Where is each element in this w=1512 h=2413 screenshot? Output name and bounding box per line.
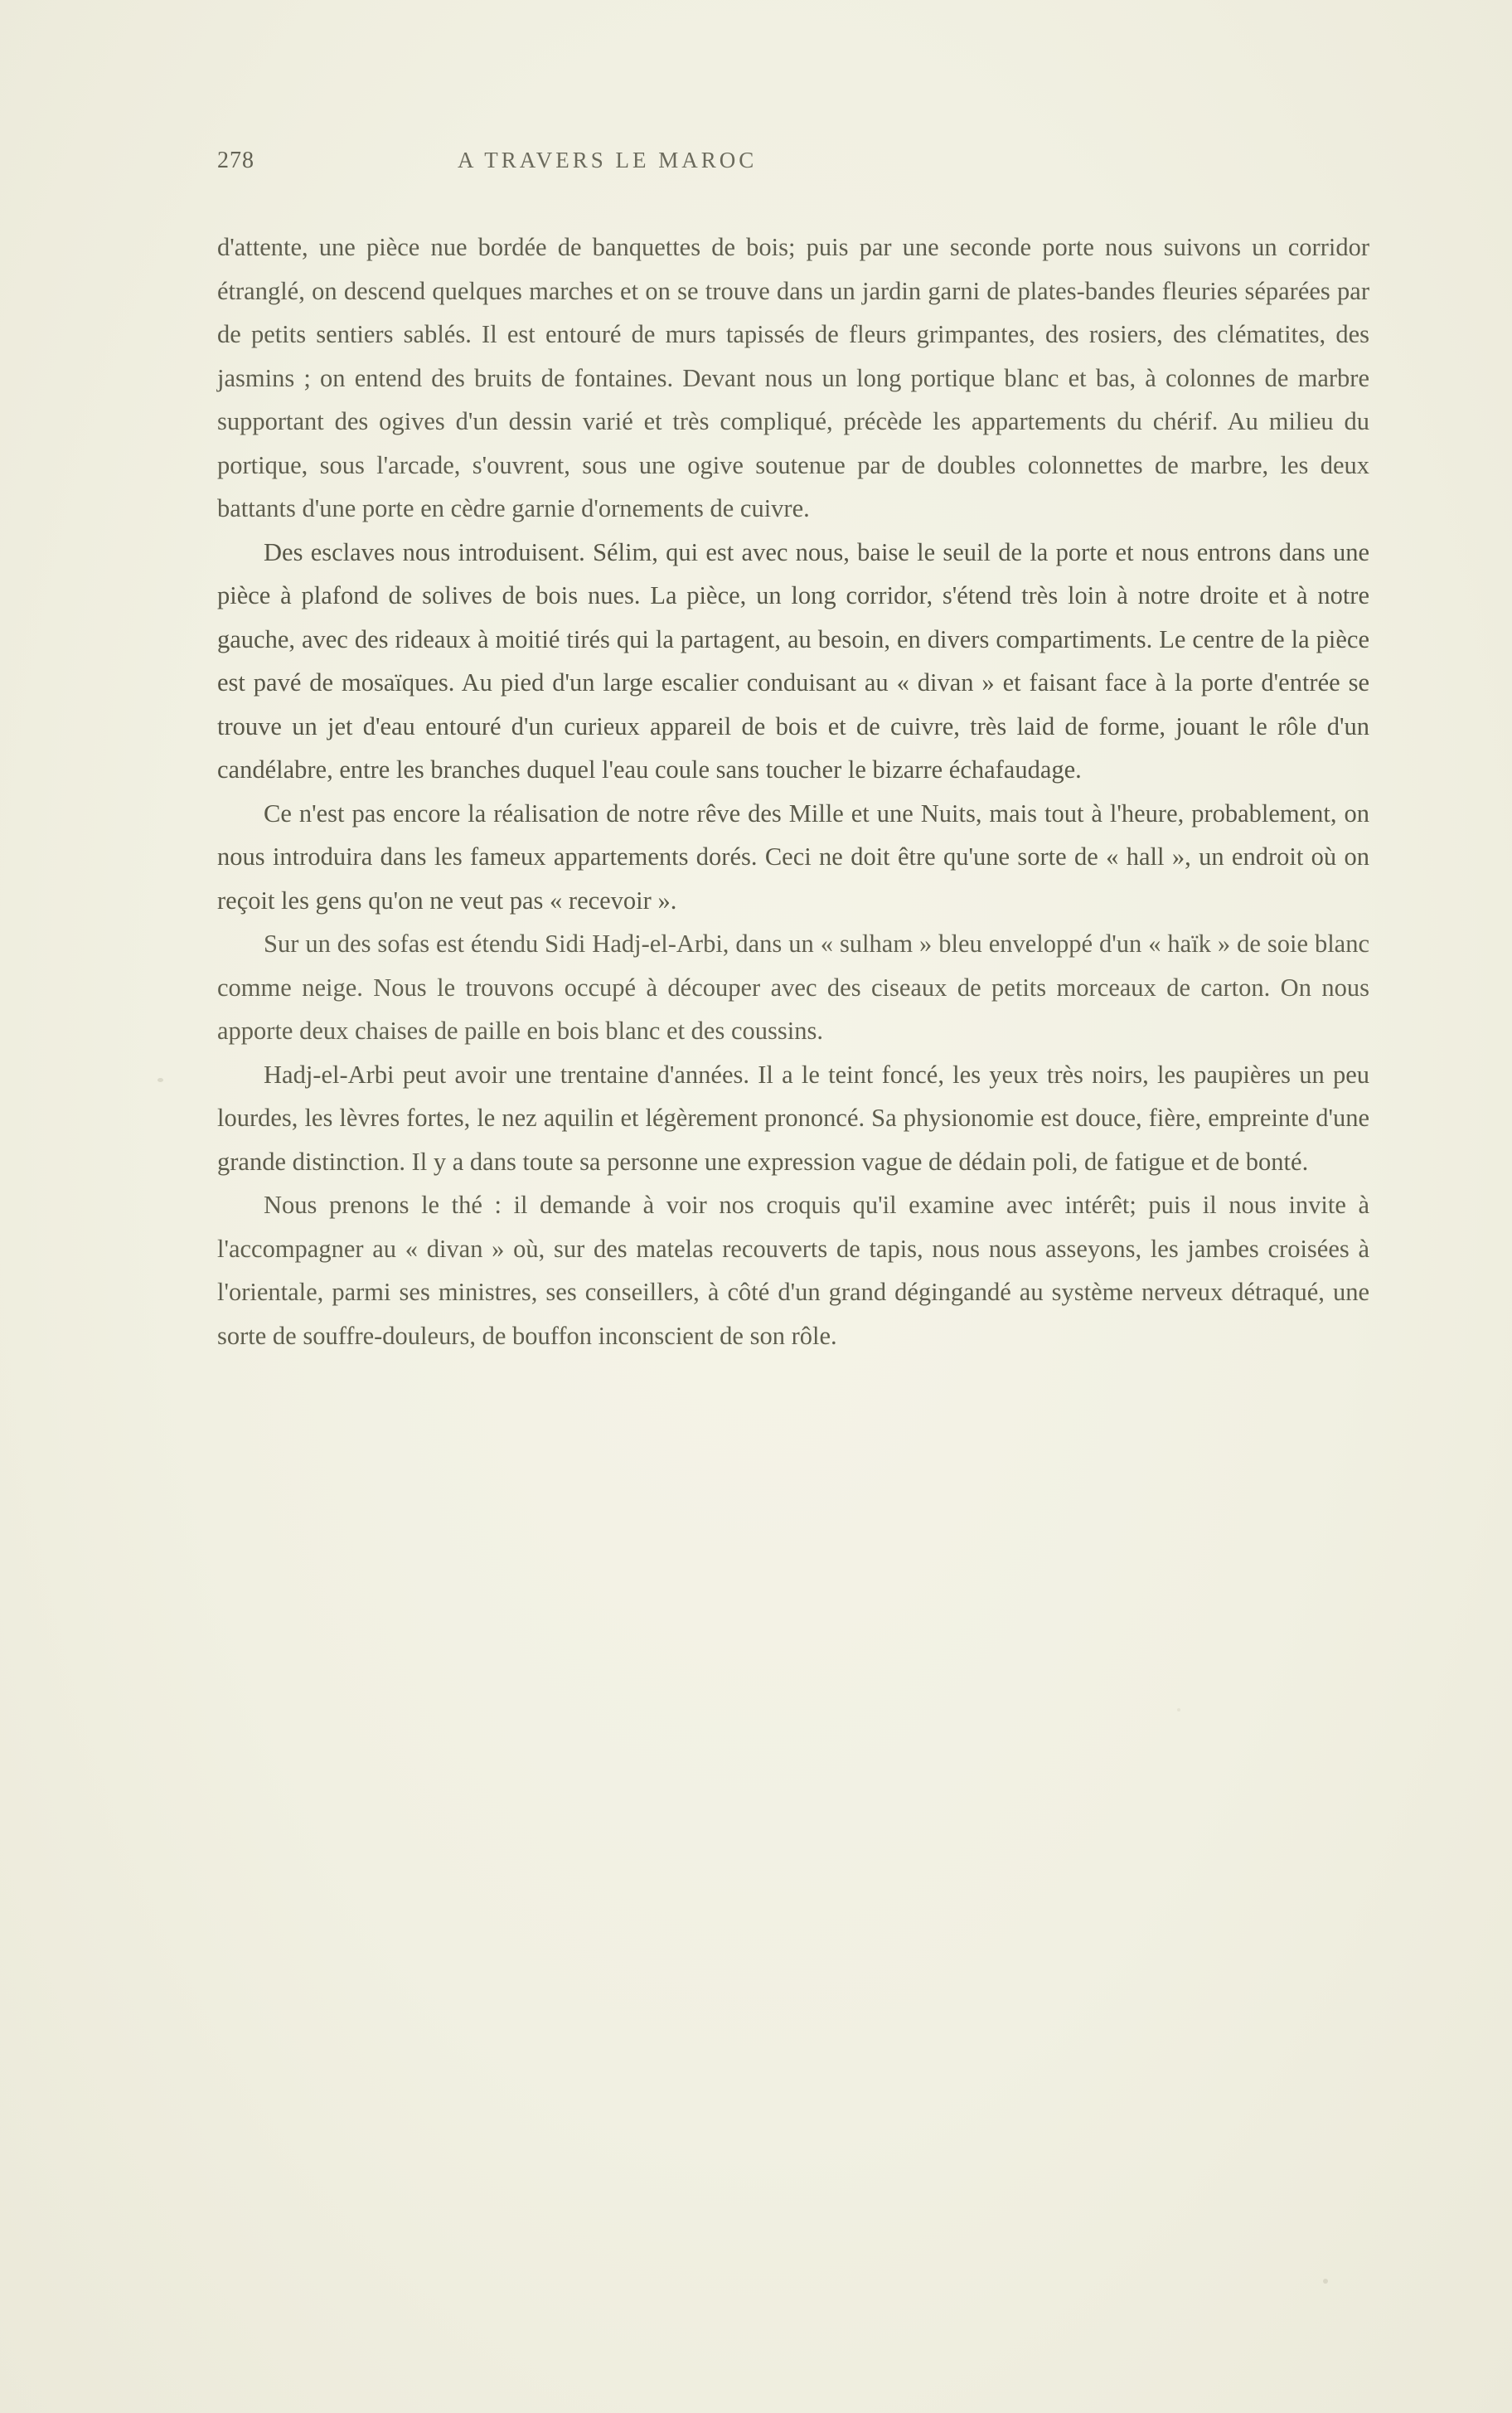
paragraph-2: Des esclaves nous introduisent. Sélim, qui est avec nous, baise le seuil de la porte et nous entrons dans une pièce à plafond de solives de bois nues. La pièce, un long corridor, s'étend très loin à notre droite et à notre gauche, avec des rideaux à moitié tirés qui la partagent, au besoin, en divers compartiments. Le centre de la pièce est pavé de mosaïques. Au pied d'un large escalier conduisant au « divan » et faisant face à la porte d'entrée se trouve un jet d'eau entouré d'un curieux appareil de bois et de cuivre, très laid de forme, jouant le rôle d'un candélabre, entre les branches duquel l'eau coule sans toucher le bizarre échafaudage. [217,537,1369,784]
page-header [217,148,1369,174]
paper-speck [158,1078,163,1082]
body-text [217,226,1369,1357]
paragraph-3: Ce n'est pas encore la réalisation de notre rêve des Mille et une Nuits, mais tout à l'heure, probablement, on nous introduira dans les fameux appartements dorés. Ceci ne doit être qu'une sorte de « hall », un endroit où on reçoit les gens qu'on ne veut pas « recevoir ». [217,799,1369,915]
paragraph-1: d'attente, une pièce nue bordée de banquettes de bois; puis par une seconde porte nous suivons un corridor étranglé, on descend quelques marches et on se trouve dans un jardin garni de plates-bandes fleuries séparées par de petits sentiers sablés. Il est entouré de murs tapissés de fleurs grimpantes, des rosiers, des clématites, des jasmins ; on entend des bruits de fontaines. Devant nous un long portique blanc et bas, à colonnes de marbre supportant des ogives d'un dessin varié et très compliqué, précède les appartements du chérif. Au milieu du portique, sous l'arcade, s'ouvrent, sous une ogive soutenue par de doubles colonnettes de marbre, les deux battants d'une porte en cèdre garnie d'ornements de cuivre. [217,233,1369,522]
running-title: A TRAVERS LE MAROC [458,148,758,172]
page-content [217,148,1369,1357]
paragraph-5: Hadj-el-Arbi peut avoir une trentaine d'années. Il a le teint foncé, les yeux très noirs, les paupières un peu lourdes, les lèvres fortes, le nez aquilin et légèrement prononcé. Sa physionomie est douce, fière, empreinte d'une grande distinction. Il y a dans toute sa personne une expression vague de dédain poli, de fatigue et de bonté. [217,1060,1369,1176]
paragraph-6: Nous prenons le thé : il demande à voir nos croquis qu'il examine avec intérêt; puis il nous invite à l'accompagner au « divan » où, sur des matelas recouverts de tapis, nous nous asseyons, les jambes croisées à l'orientale, parmi ses ministres, ses conseillers, à côté d'un grand dégingandé au système nerveux détraqué, une sorte de souffre-douleurs, de bouffon inconscient de son rôle. [217,1191,1369,1350]
paper-speck [1323,2279,1328,2284]
paragraph-4: Sur un des sofas est étendu Sidi Hadj-el-Arbi, dans un « sulham » bleu enveloppé d'un « haïk » de soie blanc comme neige. Nous le trouvons occupé à découper avec des ciseaux de petits morceaux de carton. On nous apporte deux chaises de paille en bois blanc et des coussins. [217,930,1369,1045]
page-number: 278 [217,148,254,173]
paper-speck [1177,1708,1180,1711]
